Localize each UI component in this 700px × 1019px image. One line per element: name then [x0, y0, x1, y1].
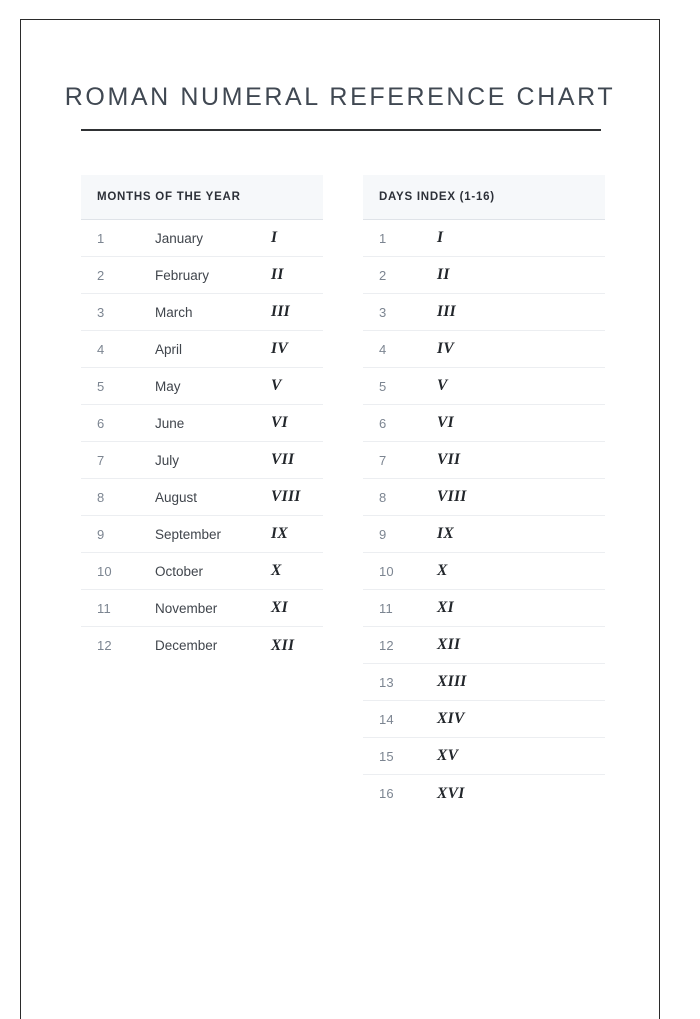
table-row — [81, 368, 323, 405]
row-label: February — [155, 267, 210, 283]
row-roman-numeral: VI — [271, 414, 288, 431]
row-label: May — [155, 378, 181, 394]
row-roman-numeral: III — [437, 303, 456, 320]
table-header-days — [363, 175, 605, 220]
row-roman-numeral: X — [437, 562, 448, 579]
row-roman-numeral: VI — [437, 414, 454, 431]
row-index: 16 — [379, 786, 394, 801]
row-index: 4 — [97, 341, 105, 357]
row-roman-numeral: XI — [437, 599, 454, 616]
row-index: 12 — [379, 637, 394, 653]
row-roman-numeral: I — [271, 229, 278, 246]
row-roman-numeral: XIII — [437, 673, 467, 690]
table-row — [81, 627, 323, 664]
row-index: 14 — [379, 711, 394, 727]
table-row — [363, 405, 605, 442]
table-row — [81, 590, 323, 627]
row-index: 5 — [97, 378, 105, 394]
row-index: 8 — [97, 489, 105, 505]
row-label: March — [155, 304, 193, 320]
table-row — [363, 664, 605, 701]
row-label: August — [155, 489, 198, 505]
table-row — [81, 516, 323, 553]
table-days-index — [363, 175, 605, 812]
row-label: November — [155, 600, 218, 616]
table-row — [363, 590, 605, 627]
row-index: 8 — [379, 489, 387, 505]
row-index: 2 — [379, 267, 387, 283]
table-body-months — [81, 220, 323, 664]
row-roman-numeral: XIV — [437, 710, 465, 727]
row-index: 6 — [379, 415, 387, 431]
row-roman-numeral: IV — [271, 340, 288, 357]
row-roman-numeral: V — [437, 377, 448, 394]
table-row — [81, 294, 323, 331]
row-index: 4 — [379, 341, 387, 357]
row-roman-numeral: VII — [437, 451, 461, 468]
row-roman-numeral: VII — [271, 451, 295, 468]
row-index: 7 — [97, 452, 105, 468]
table-row — [363, 479, 605, 516]
table-row — [363, 738, 605, 775]
document-page — [20, 19, 660, 1019]
table-row — [363, 220, 605, 257]
row-index: 10 — [379, 563, 394, 579]
row-roman-numeral: IX — [271, 525, 288, 542]
row-roman-numeral: IX — [437, 525, 454, 542]
row-index: 10 — [97, 563, 112, 579]
row-roman-numeral: IV — [437, 340, 454, 357]
table-row — [363, 627, 605, 664]
row-index: 9 — [97, 526, 105, 542]
table-row — [81, 442, 323, 479]
row-roman-numeral: II — [437, 266, 450, 283]
table-row — [363, 368, 605, 405]
row-label: September — [155, 526, 222, 542]
row-index: 13 — [379, 674, 394, 690]
row-roman-numeral: II — [271, 266, 284, 283]
row-label: April — [155, 341, 183, 357]
title-divider — [81, 129, 601, 131]
row-index: 2 — [97, 267, 105, 283]
table-body-days — [363, 220, 605, 812]
row-index: 3 — [379, 304, 387, 320]
table-row — [81, 331, 323, 368]
row-label: July — [155, 452, 180, 468]
row-roman-numeral: XII — [271, 636, 295, 654]
table-row — [81, 405, 323, 442]
page-title: ROMAN NUMERAL REFERENCE CHART — [64, 83, 616, 111]
row-label: December — [155, 638, 218, 653]
row-index: 3 — [97, 304, 105, 320]
row-roman-numeral: XII — [437, 636, 461, 653]
row-roman-numeral: I — [437, 229, 444, 246]
row-roman-numeral: VIII — [437, 488, 467, 505]
table-row — [81, 553, 323, 590]
table-row — [81, 257, 323, 294]
table-header-months — [81, 175, 323, 220]
table-row — [363, 516, 605, 553]
row-index: 15 — [379, 748, 394, 764]
page-content — [21, 20, 659, 1019]
row-index: 11 — [379, 600, 393, 616]
table-header-label: MONTHS OF THE YEAR — [97, 191, 241, 203]
table-row — [363, 553, 605, 590]
row-index: 12 — [97, 638, 112, 653]
row-roman-numeral: XVI — [437, 784, 465, 802]
row-roman-numeral: III — [271, 303, 290, 320]
row-label: October — [155, 563, 204, 579]
row-index: 5 — [379, 378, 387, 394]
table-months-of-the-year — [81, 175, 323, 664]
row-label: June — [155, 415, 185, 431]
table-row — [363, 294, 605, 331]
table-row — [363, 442, 605, 479]
row-roman-numeral: V — [271, 377, 282, 394]
row-index: 1 — [97, 230, 105, 246]
table-header-label: DAYS INDEX (1-16) — [379, 191, 495, 203]
row-label: January — [155, 230, 204, 246]
row-roman-numeral: X — [271, 562, 282, 579]
table-row — [363, 257, 605, 294]
row-index: 11 — [97, 600, 111, 616]
row-roman-numeral: XV — [437, 747, 459, 764]
row-index: 9 — [379, 526, 387, 542]
table-row — [81, 479, 323, 516]
row-roman-numeral: XI — [271, 599, 288, 616]
table-row — [363, 701, 605, 738]
row-roman-numeral: VIII — [271, 488, 301, 505]
row-index: 6 — [97, 415, 105, 431]
table-row — [363, 331, 605, 368]
row-index: 7 — [379, 452, 387, 468]
table-row — [81, 220, 323, 257]
row-index: 1 — [379, 230, 387, 246]
table-row — [363, 775, 605, 812]
